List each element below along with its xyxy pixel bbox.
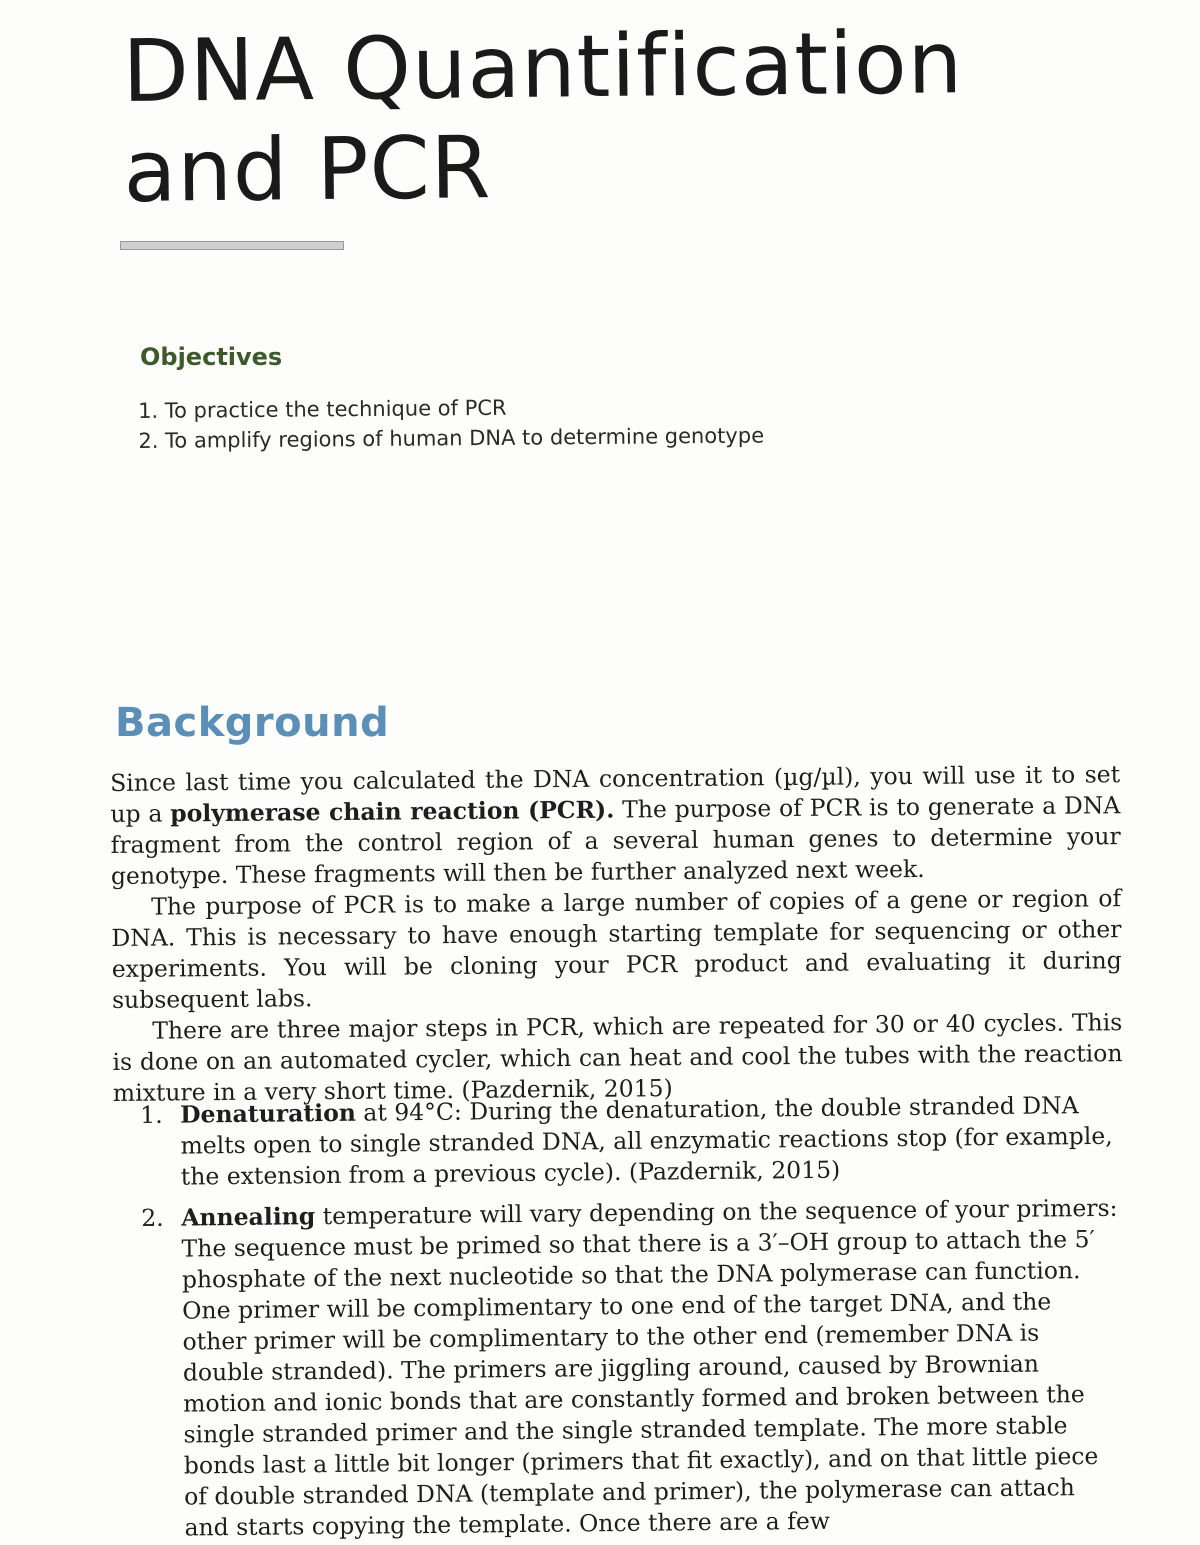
chapter-title-line-1: DNA Quantification	[122, 13, 964, 122]
objective-item: 1. To practice the technique of PCR	[138, 395, 507, 423]
paragraph-1-text-end: The purpose of PCR is to generate a DNA fragment from the control region of a several human genes to determine your genotype. These fragments will then be further analyzed next week.	[110, 791, 1121, 890]
background-body	[110, 759, 1123, 1109]
chapter-title-line-2: and PCR	[123, 118, 492, 222]
pcr-term: polymerase chain reaction (PCR).	[170, 795, 615, 828]
title-underline-rule	[120, 241, 344, 250]
step-text: at 94°C: During the denaturation, the double stranded DNA melts open to single stranded DNA, all enzymatic reactions stop (for example, the extension from a previous cycle). (Pazdernik, 2015)	[180, 1091, 1113, 1191]
background-heading: Background	[115, 700, 390, 746]
step-body	[181, 1193, 1125, 1544]
objectives-list	[138, 391, 764, 456]
step-text: temperature will vary depending on the sequence of your primers: The sequence must be primed so that there is a 3′–OH group to attach the 5′ phosphate of the next nucleotide so that the DNA polymerase can function. One primer will be complimentary to one end of the target DNA, and the other primer will be complimentary to the other end (remember DNA is double stranded). The primers are jiggling around, caused by Brownian motion and ionic bonds that are constantly formed and broken between the single stranded primer and the single stranded template. The more stable bonds last a little bit longer (primers that fit exactly), and on that little piece of double stranded DNA (template and primer), the polymerase can attach and starts copying the template. Once there are a few	[181, 1193, 1118, 1542]
chapter-title	[122, 13, 965, 222]
background-paragraph-3: There are three major steps in PCR, which are repeated for 30 or 40 cycles. This is done on an automated cycler, which can heat and cool the tubes with the reaction mixture in a very short time. (Pazdernik, 2015)	[112, 1008, 1123, 1107]
step-body	[180, 1090, 1121, 1193]
background-paragraph-1	[110, 759, 1121, 892]
step-number: 1.	[140, 1100, 163, 1129]
pcr-step-annealing	[141, 1193, 1125, 1544]
objectives-heading: Objectives	[140, 343, 283, 371]
step-term: Denaturation	[180, 1098, 357, 1129]
pcr-step-denaturation	[140, 1090, 1121, 1193]
step-term: Annealing	[181, 1202, 316, 1232]
pcr-steps-list	[140, 1090, 1125, 1545]
paragraph-1-text-start: Since last time you calculated the DNA concentration (µg/µl), you will use it to set up a	[110, 760, 1121, 828]
background-paragraph-2: The purpose of PCR is to make a large number of copies of a gene or region of DNA. This is necessary to have enough starting template for sequencing or other experiments. You will be cloning your PCR product and evaluating it during subsequent labs.	[111, 884, 1122, 1014]
objective-item: 2. To amplify regions of human DNA to determine genotype	[138, 423, 765, 453]
step-number: 2.	[141, 1203, 164, 1232]
